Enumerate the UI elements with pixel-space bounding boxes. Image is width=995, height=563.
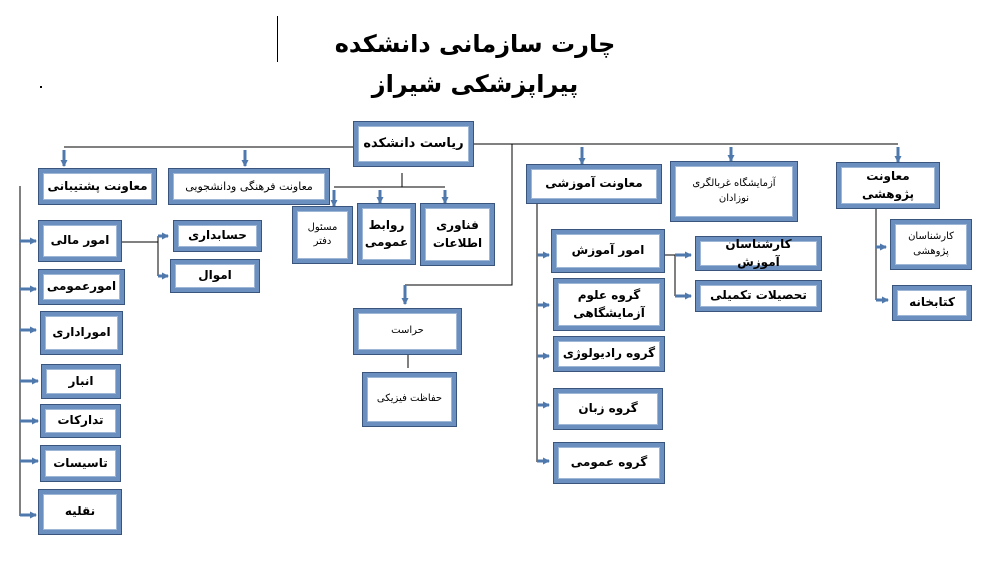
cultural-bus	[334, 173, 445, 187]
node-warehouse[interactable]: انبار	[41, 364, 121, 399]
node-accounting[interactable]: حسابداری	[173, 220, 262, 252]
node-edu-affairs[interactable]: امور آموزش	[551, 229, 665, 273]
node-transport[interactable]: نقلیه	[38, 489, 122, 535]
node-security[interactable]: حراست	[353, 308, 462, 355]
node-procurement[interactable]: تدارکات	[40, 404, 121, 438]
node-office[interactable]: مسئول دفتر	[292, 206, 353, 264]
finance-children	[120, 236, 158, 276]
node-screening-lab[interactable]: آزمایشگاه غربالگری نوزادان	[670, 161, 798, 222]
node-cultural[interactable]: معاونت فرهنگی ودانشجویی	[168, 168, 330, 205]
node-research[interactable]: معاونت پژوهشی	[836, 162, 940, 209]
node-finance[interactable]: امور مالی	[38, 220, 122, 262]
chart-title: چارت سازمانی دانشکده پیراپزشکی شیراز	[334, 30, 616, 98]
node-research-expert[interactable]: کارشناسان پژوهشی	[890, 219, 972, 270]
node-property[interactable]: اموال	[170, 259, 260, 293]
node-postgrad[interactable]: تحصیلات تکمیلی	[695, 280, 822, 312]
node-radiology[interactable]: گروه رادیولوژی	[553, 336, 665, 372]
edu-affairs-children	[665, 255, 675, 296]
node-lab-sciences[interactable]: گروه علوم آزمایشگاهی	[553, 278, 665, 331]
node-physical-protection[interactable]: حفاظت فیزیکی	[362, 372, 457, 427]
node-library[interactable]: کتابخانه	[892, 285, 972, 321]
node-education[interactable]: معاونت آموزشی	[526, 164, 662, 204]
node-it[interactable]: فناوری اطلاعات	[420, 203, 495, 266]
node-pr[interactable]: روابط عمومی	[357, 203, 416, 265]
node-facilities[interactable]: تاسیسات	[40, 445, 121, 482]
node-language[interactable]: گروه زبان	[553, 388, 663, 430]
node-general-group[interactable]: گروه عمومی	[553, 442, 665, 484]
node-general-affairs[interactable]: امورعمومی	[38, 269, 125, 305]
node-root[interactable]: ریاست دانشکده	[353, 121, 474, 167]
node-edu-expert[interactable]: کارشناسان آموزش	[695, 236, 822, 271]
node-support[interactable]: معاونت پشتیبانی	[38, 168, 157, 205]
node-admin[interactable]: اموراداری	[40, 311, 123, 355]
